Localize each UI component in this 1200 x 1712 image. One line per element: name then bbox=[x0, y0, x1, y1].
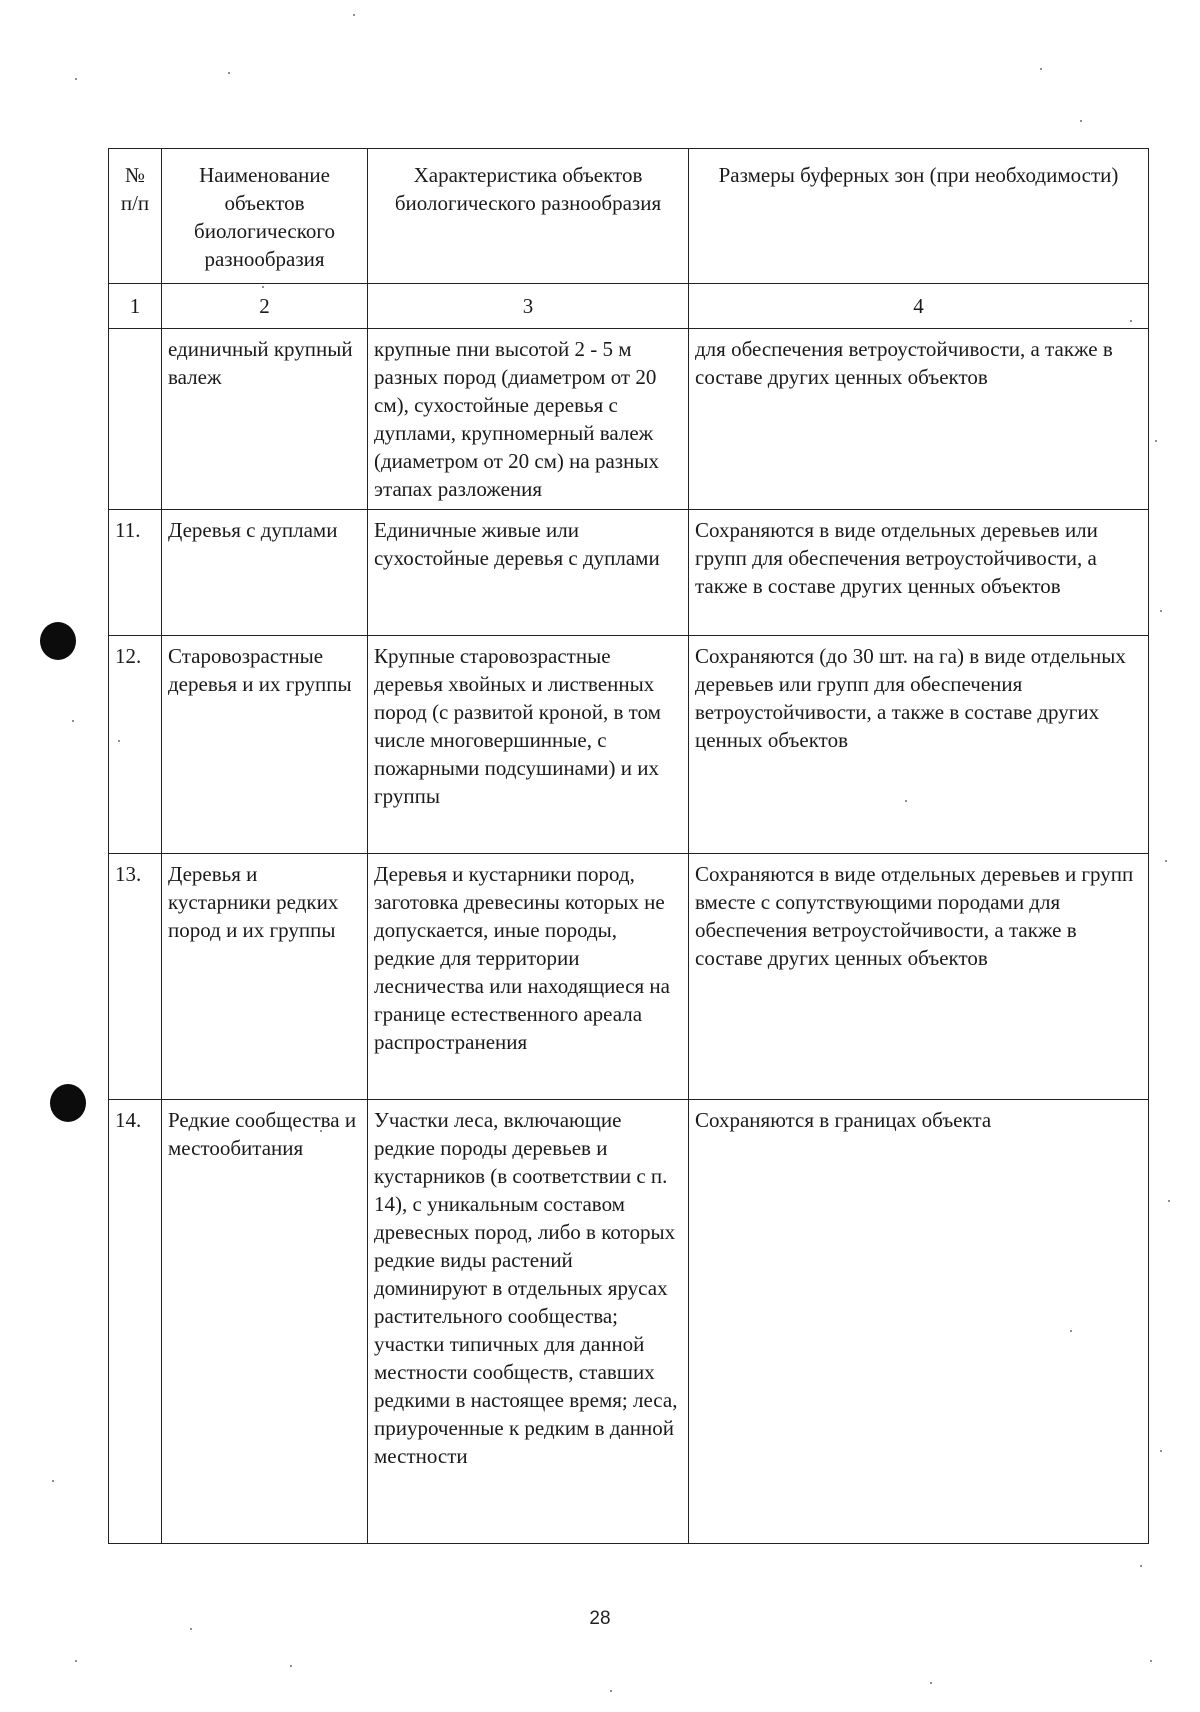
row-number bbox=[109, 329, 162, 510]
row-buffer-zone: для обеспечения ветроустойчивости, а также в составе других ценных объектов bbox=[689, 329, 1149, 510]
scan-speck bbox=[1160, 1450, 1162, 1452]
row-object-name: Старовозрастные деревья и их группы bbox=[162, 636, 368, 854]
scan-speck bbox=[610, 1690, 612, 1692]
row-object-name: единичный крупный валеж bbox=[162, 329, 368, 510]
header-characteristic: Характеристика объектов биологического разнообразия bbox=[368, 149, 689, 284]
row-characteristic: Крупные старовозрастные деревья хвойных и лиственных пород (с развитой кроной, в том числе многовершинные, с пожарными подсушинами) и их группы bbox=[368, 636, 689, 854]
row-buffer-zone: Сохраняются в виде отдельных деревьев и групп вместе с сопутствующими породами для обеспечения ветроустойчивости, а также в составе других ценных объектов bbox=[689, 854, 1149, 1100]
page-number: 28 bbox=[589, 1608, 611, 1629]
table-row bbox=[109, 1100, 1149, 1544]
row-object-name: Деревья и кустарники редких пород и их группы bbox=[162, 854, 368, 1100]
row-characteristic: крупные пни высотой 2 - 5 м разных пород (диаметром от 20 см), сухостойные деревья с дуплами, крупномерный валеж (диаметром от 20 см) на разных этапах разложения bbox=[368, 329, 689, 510]
scan-speck bbox=[72, 720, 74, 722]
table-row bbox=[109, 636, 1149, 854]
column-number: 1 bbox=[109, 284, 162, 329]
scan-speck bbox=[1150, 1660, 1152, 1662]
binder-hole-upper bbox=[40, 622, 76, 660]
table-header-row bbox=[109, 149, 1149, 284]
row-characteristic: Участки леса, включающие редкие породы деревьев и кустарников (в соответствии с п. 14), с уникальным составом древесных пород, либо в которых редкие виды растений доминируют в отдельных ярусах растительного сообщества; участки типичных для данной местности сообществ, ставших редкими в настоящее время; леса, приуроченные к редким в данной местности bbox=[368, 1100, 689, 1544]
scan-speck bbox=[52, 1480, 54, 1482]
header-number: № п/п bbox=[109, 149, 162, 284]
row-number: 14. bbox=[109, 1100, 162, 1544]
header-buffer-zone-size: Размеры буферных зон (при необходимости) bbox=[689, 149, 1149, 284]
scan-speck bbox=[1040, 68, 1042, 70]
table-row bbox=[109, 510, 1149, 636]
row-characteristic: Деревья и кустарники пород, заготовка древесины которых не допускается, иные породы, редкие для территории лесничества или находящиеся на границе естественного ареала распространения bbox=[368, 854, 689, 1100]
row-number: 12. bbox=[109, 636, 162, 854]
header-object-name: Наименование объектов биологического разнообразия bbox=[162, 149, 368, 284]
binder-hole-lower bbox=[50, 1084, 86, 1122]
row-object-name: Редкие сообщества и местообитания bbox=[162, 1100, 368, 1544]
row-number: 13. bbox=[109, 854, 162, 1100]
scan-speck bbox=[1140, 1565, 1142, 1567]
row-characteristic: Единичные живые или сухостойные деревья с дуплами bbox=[368, 510, 689, 636]
column-number: 4 bbox=[689, 284, 1149, 329]
scan-speck bbox=[1080, 120, 1082, 122]
table-row bbox=[109, 329, 1149, 510]
scan-speck bbox=[75, 1660, 77, 1662]
row-buffer-zone: Сохраняются (до 30 шт. на га) в виде отдельных деревьев или групп для обеспечения ветроустойчивости, а также в составе других ценных объектов bbox=[689, 636, 1149, 854]
column-number-row bbox=[109, 284, 1149, 329]
scan-speck bbox=[353, 14, 355, 16]
scan-speck bbox=[1165, 860, 1167, 862]
row-buffer-zone: Сохраняются в виде отдельных деревьев или групп для обеспечения ветроустойчивости, а также в составе других ценных объектов bbox=[689, 510, 1149, 636]
column-number: 2 bbox=[162, 284, 368, 329]
biodiversity-objects-table bbox=[108, 148, 1149, 1544]
scan-speck bbox=[1155, 440, 1157, 442]
scan-speck bbox=[75, 78, 77, 80]
scan-speck bbox=[1168, 1200, 1170, 1202]
row-object-name: Деревья с дуплами bbox=[162, 510, 368, 636]
scan-speck bbox=[1160, 610, 1162, 612]
scan-speck bbox=[290, 1665, 292, 1667]
scan-speck bbox=[930, 1682, 932, 1684]
row-number: 11. bbox=[109, 510, 162, 636]
row-buffer-zone: Сохраняются в границах объекта bbox=[689, 1100, 1149, 1544]
table-row bbox=[109, 854, 1149, 1100]
column-number: 3 bbox=[368, 284, 689, 329]
scan-speck bbox=[228, 72, 230, 74]
